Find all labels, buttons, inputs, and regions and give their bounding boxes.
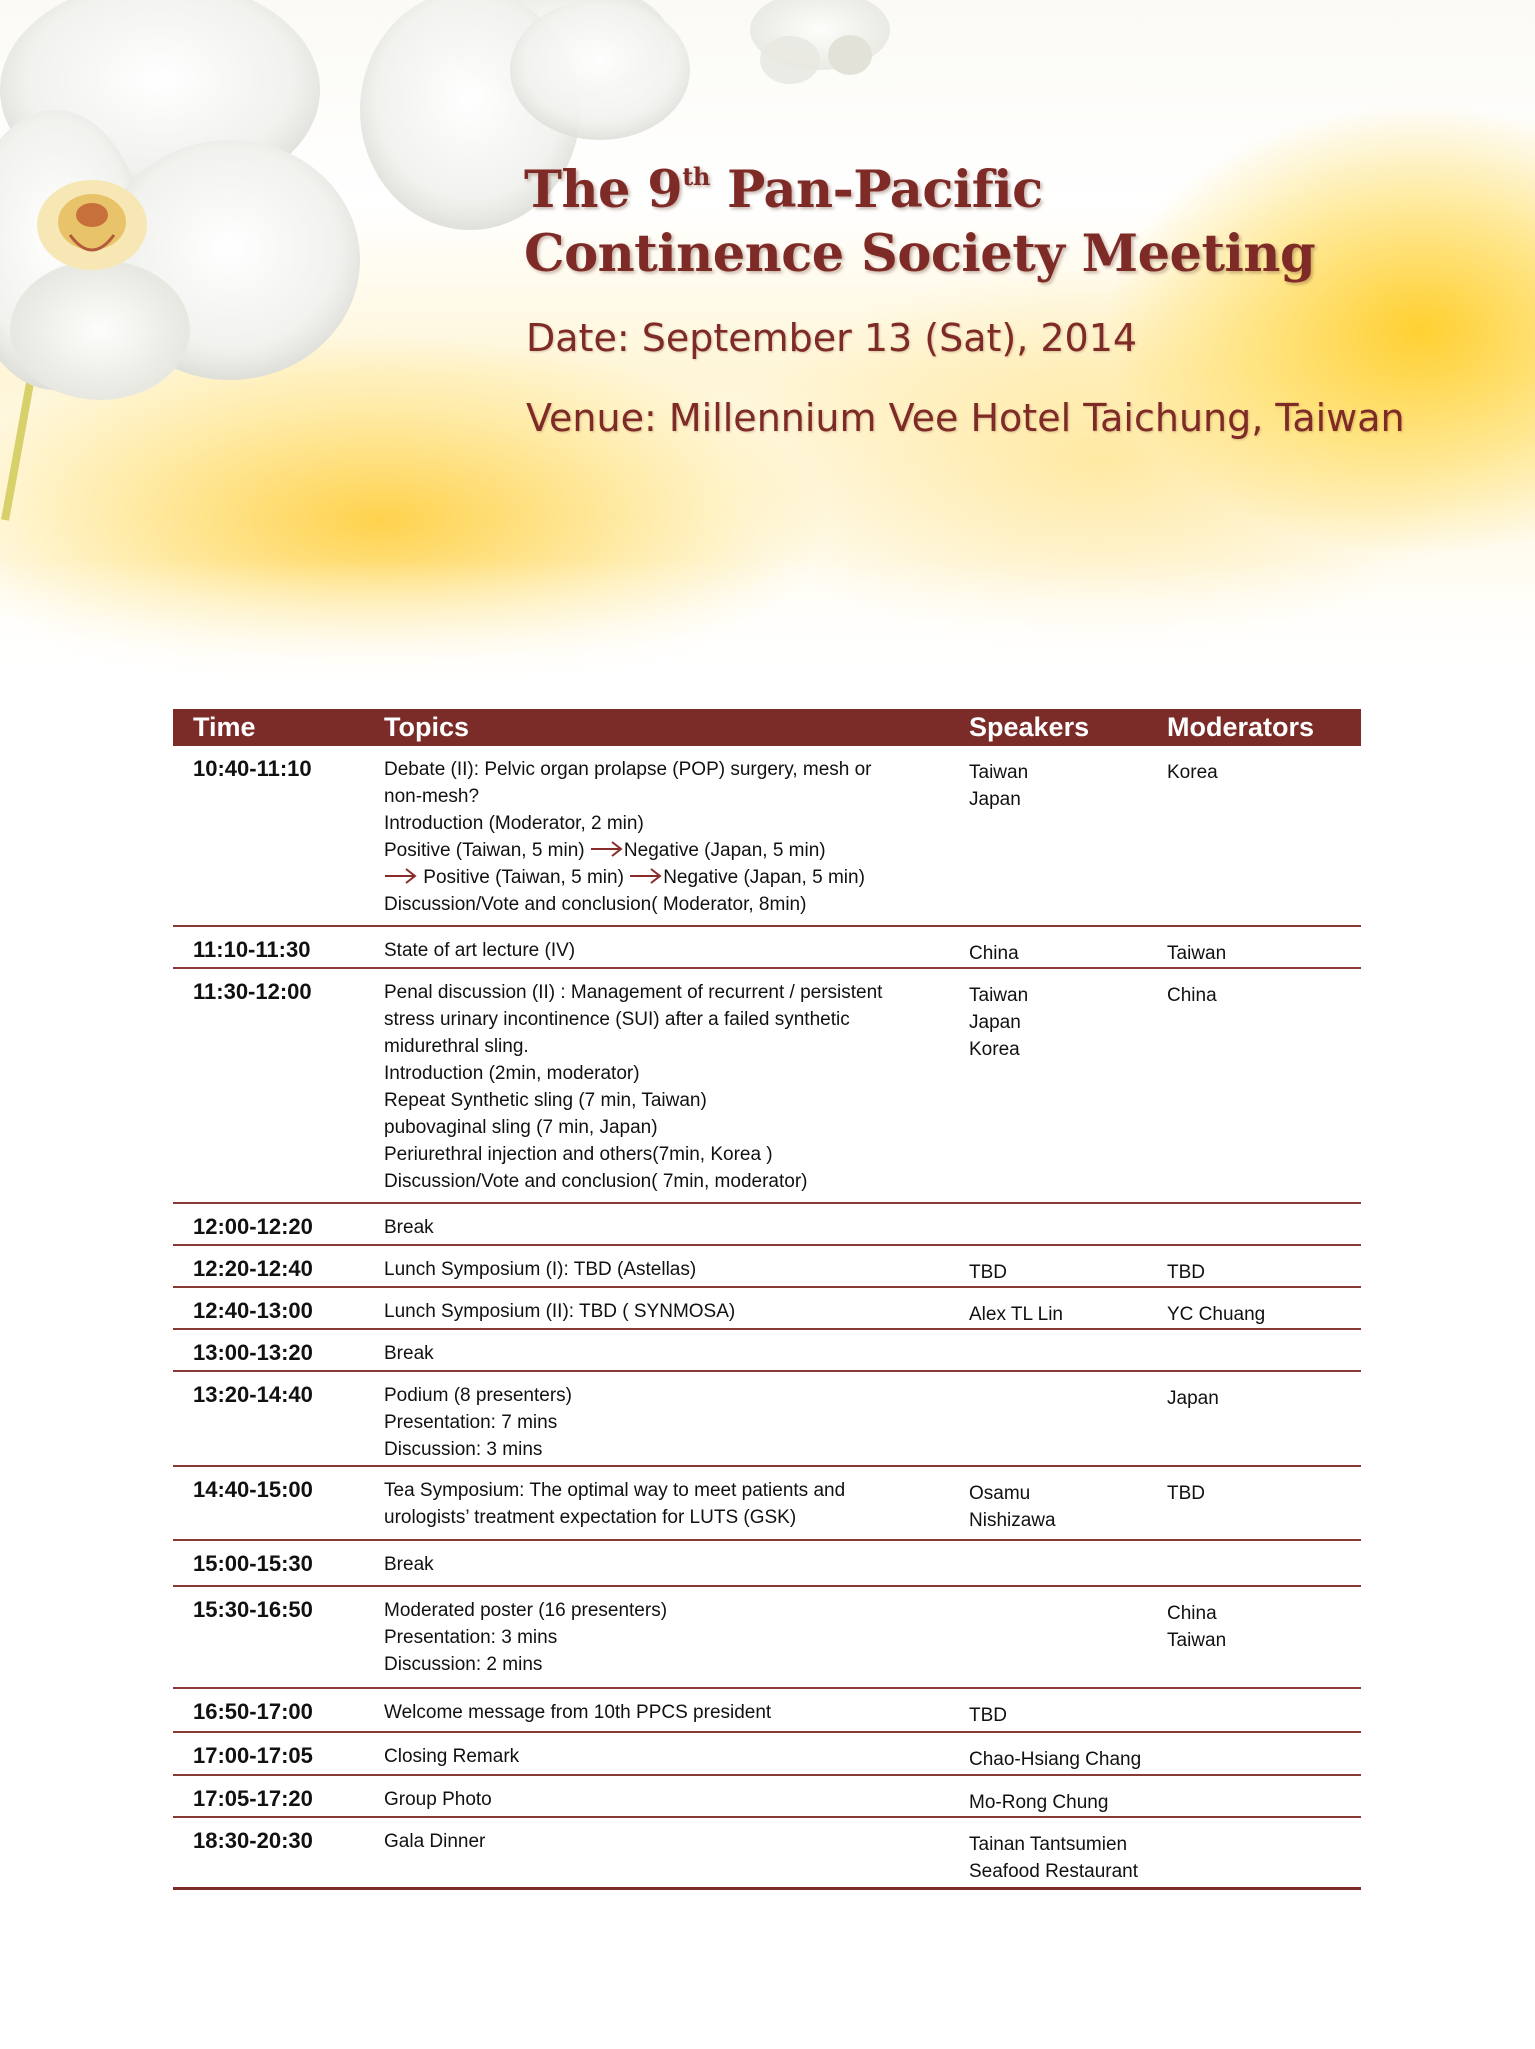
table-row [173, 1330, 1361, 1372]
topic-line: Lunch Symposium (II): TBD ( SYNMOSA) [384, 1301, 736, 1322]
row-time: 13:00-13:20 [193, 1340, 313, 1365]
row-time: 16:50-17:00 [193, 1699, 313, 1724]
topic-line: Discussion/Vote and conclusion( 7min, moderator) [384, 1171, 808, 1192]
topic-line: Break [384, 1343, 434, 1364]
row-speakers [969, 940, 1159, 967]
topic-line: Discussion/Vote and conclusion( Moderator, 8min) [384, 894, 807, 915]
column-header-moderators: Moderators [1167, 712, 1315, 742]
row-topics [384, 1828, 944, 1855]
row-topics [384, 1256, 944, 1283]
row-topics [384, 1786, 944, 1813]
table-row [173, 1246, 1361, 1288]
row-time: 12:20-12:40 [193, 1256, 313, 1281]
moderator-name: China [1167, 985, 1217, 1006]
table-row [173, 746, 1361, 927]
topic-segment: Negative (Japan, 5 min) [663, 867, 865, 888]
row-speakers [969, 1480, 1159, 1534]
row-moderators [1167, 940, 1357, 967]
title-superscript: th [682, 162, 710, 191]
row-topics [384, 1214, 944, 1241]
topic-line: Introduction (2min, moderator) [384, 1063, 640, 1084]
topic-line: Repeat Synthetic sling (7 min, Taiwan) [384, 1090, 707, 1111]
topic-segment: Positive (Taiwan, 5 min) [384, 840, 585, 861]
row-topics [384, 756, 944, 918]
table-row [173, 1467, 1361, 1541]
row-speakers [969, 982, 1159, 1063]
speaker-name: Japan [969, 1012, 1021, 1033]
topic-line: Tea Symposium: The optimal way to meet patients and [384, 1480, 846, 1501]
arrow-right-icon [629, 867, 663, 885]
topic-line: Periurethral injection and others(7min, Korea ) [384, 1144, 773, 1165]
row-time: 18:30-20:30 [193, 1828, 313, 1853]
arrow-right-icon [590, 840, 624, 858]
row-speakers [969, 1831, 1159, 1885]
row-time: 15:00-15:30 [193, 1551, 313, 1576]
table-row [173, 927, 1361, 969]
column-header-topics: Topics [384, 712, 470, 742]
table-header [173, 709, 1361, 746]
topic-line: Podium (8 presenters) [384, 1385, 572, 1406]
topic-line: Break [384, 1554, 434, 1575]
moderator-name: China [1167, 1603, 1217, 1624]
row-moderators [1167, 1600, 1357, 1654]
meeting-date: Date: September 13 (Sat), 2014 [526, 316, 1138, 360]
row-speakers [969, 1789, 1159, 1816]
row-time: 12:00-12:20 [193, 1214, 313, 1239]
topic-line: Gala Dinner [384, 1831, 486, 1852]
header-banner [0, 0, 1535, 680]
table-row [173, 1689, 1361, 1733]
topic-line: Lunch Symposium (I): TBD (Astellas) [384, 1259, 697, 1280]
topic-line: Presentation: 3 mins [384, 1627, 558, 1648]
topic-line: Discussion: 3 mins [384, 1439, 543, 1460]
speaker-name: Chao-Hsiang Chang [969, 1749, 1142, 1770]
column-header-time: Time [193, 712, 256, 742]
moderator-name: YC Chuang [1167, 1304, 1266, 1325]
row-time: 11:30-12:00 [193, 979, 312, 1004]
row-speakers [969, 759, 1159, 813]
row-topics [384, 1340, 944, 1367]
speaker-name: China [969, 943, 1019, 964]
topic-line: Penal discussion (II) : Management of recurrent / persistent [384, 982, 883, 1003]
row-time: 13:20-14:40 [193, 1382, 313, 1407]
topic-line: State of art lecture (IV) [384, 940, 576, 961]
page-title [524, 158, 1315, 286]
table-row [173, 1204, 1361, 1246]
banner-fade [0, 560, 1535, 680]
table-row [173, 1818, 1361, 1890]
row-topics [384, 979, 944, 1195]
topic-line: Introduction (Moderator, 2 min) [384, 813, 644, 834]
topic-line: Moderated poster (16 presenters) [384, 1600, 668, 1621]
row-time: 10:40-11:10 [193, 756, 312, 781]
row-time: 15:30-16:50 [193, 1597, 313, 1622]
topic-line: stress urinary incontinence (SUI) after a failed synthetic [384, 1009, 850, 1030]
row-time: 11:10-11:30 [193, 937, 311, 962]
moderator-name: Korea [1167, 762, 1218, 783]
row-time: 17:05-17:20 [193, 1786, 313, 1811]
table-row [173, 1541, 1361, 1587]
topic-line: midurethral sling. [384, 1036, 529, 1057]
row-time: 17:00-17:05 [193, 1743, 313, 1768]
speaker-name: TBD [969, 1262, 1007, 1283]
schedule-table [173, 709, 1361, 1890]
speaker-name: Korea [969, 1039, 1020, 1060]
row-moderators [1167, 759, 1357, 786]
topic-line: Presentation: 7 mins [384, 1412, 558, 1433]
column-header-speakers: Speakers [969, 712, 1090, 742]
topic-line: Discussion: 2 mins [384, 1654, 543, 1675]
topic-line: Group Photo [384, 1789, 492, 1810]
speaker-name: Seafood Restaurant [969, 1861, 1139, 1882]
speaker-name: Mo-Rong Chung [969, 1792, 1109, 1813]
row-topics [384, 1382, 944, 1463]
speaker-name: Tainan Tantsumien [969, 1834, 1128, 1855]
speaker-name: Alex TL Lin [969, 1304, 1063, 1325]
row-topics [384, 1551, 944, 1578]
table-row [173, 1733, 1361, 1776]
table-row [173, 1776, 1361, 1818]
topic-line: urologists’ treatment expectation for LUTS (GSK) [384, 1507, 797, 1528]
topic-line: Closing Remark [384, 1746, 520, 1767]
moderator-name: Taiwan [1167, 943, 1227, 964]
topic-line: Welcome message from 10th PPCS president [384, 1702, 772, 1723]
topic-line: Debate (II): Pelvic organ prolapse (POP) surgery, mesh or [384, 759, 872, 780]
moderator-name: TBD [1167, 1262, 1205, 1283]
row-moderators [1167, 1385, 1357, 1412]
row-moderators [1167, 1480, 1357, 1507]
speaker-name: Nishizawa [969, 1510, 1056, 1531]
orchid-flower-decoration [0, 0, 900, 600]
title-line2: Continence Society Meeting [524, 224, 1316, 284]
row-topics [384, 937, 944, 964]
moderator-name: Japan [1167, 1388, 1219, 1409]
topic-sequence-line [384, 837, 944, 864]
row-topics [384, 1597, 944, 1678]
title-line1-post: Pan-Pacific [709, 160, 1043, 220]
row-topics [384, 1743, 944, 1770]
row-topics [384, 1699, 944, 1726]
table-row [173, 1587, 1361, 1689]
row-moderators [1167, 1259, 1357, 1286]
row-topics [384, 1477, 944, 1531]
row-speakers [969, 1301, 1159, 1328]
moderator-name: Taiwan [1167, 1630, 1227, 1651]
row-moderators [1167, 982, 1357, 1009]
speaker-name: TBD [969, 1705, 1007, 1726]
speaker-name: Taiwan [969, 985, 1029, 1006]
meeting-venue: Venue: Millennium Vee Hotel Taichung, Taiwan [526, 396, 1405, 440]
topic-line: pubovaginal sling (7 min, Japan) [384, 1117, 658, 1138]
topic-segment: Negative (Japan, 5 min) [623, 840, 826, 861]
topic-line: non-mesh? [384, 786, 480, 807]
row-speakers [969, 1259, 1159, 1286]
topic-segment: Positive (Taiwan, 5 min) [423, 867, 624, 888]
topic-sequence-line [384, 864, 944, 891]
table-row [173, 1372, 1361, 1467]
row-time: 12:40-13:00 [193, 1298, 313, 1323]
row-moderators [1167, 1301, 1357, 1328]
speaker-name: Osamu [969, 1483, 1031, 1504]
title-line1-pre: The 9 [524, 160, 683, 220]
speaker-name: Japan [969, 789, 1021, 810]
topic-line: Break [384, 1217, 434, 1238]
row-speakers [969, 1746, 1159, 1773]
table-row [173, 1288, 1361, 1330]
row-time: 14:40-15:00 [193, 1477, 313, 1502]
row-speakers [969, 1702, 1159, 1729]
arrow-right-icon [384, 867, 418, 885]
table-row [173, 969, 1361, 1204]
moderator-name: TBD [1167, 1483, 1205, 1504]
speaker-name: Taiwan [969, 762, 1029, 783]
row-topics [384, 1298, 944, 1325]
